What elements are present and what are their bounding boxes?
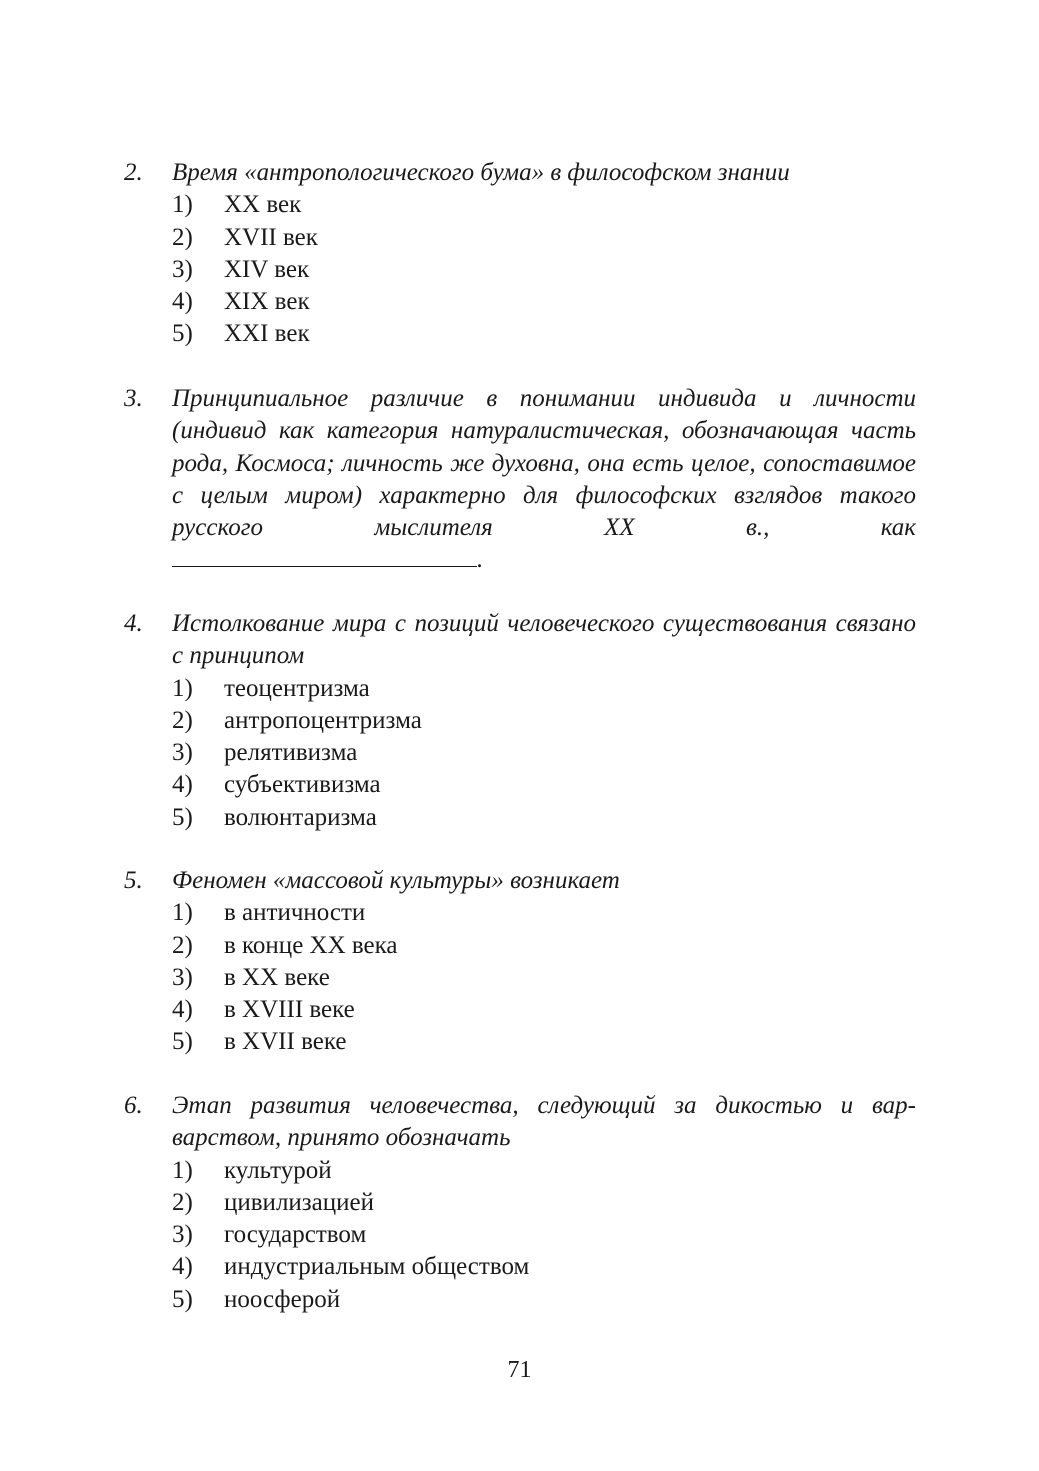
answer-option[interactable] <box>124 318 916 350</box>
answer-option[interactable] <box>124 1155 916 1187</box>
option-text: культурой <box>224 1156 332 1184</box>
option-number: 4) <box>172 1253 193 1281</box>
option-text: XX век <box>224 191 302 219</box>
answer-option[interactable] <box>124 769 916 801</box>
question-text: Феномен «массовой культуры» возникает <box>172 867 620 894</box>
answer-option[interactable] <box>124 1251 916 1283</box>
question-text-line: взглядов такого русского мыслителя XX в., как <box>172 481 916 542</box>
option-text: цивилизацией <box>224 1188 374 1216</box>
question-number: 3. <box>124 385 143 412</box>
answer-option[interactable] <box>124 897 916 929</box>
question-number: 6. <box>124 1092 143 1119</box>
question-2 <box>124 157 916 351</box>
answer-option[interactable] <box>124 1219 916 1251</box>
option-number: 5) <box>172 1285 193 1313</box>
option-text: XIX век <box>224 288 310 316</box>
option-text: субъективизма <box>224 771 381 799</box>
option-number: 4) <box>172 996 193 1024</box>
question-text <box>172 383 916 544</box>
question-6 <box>124 1090 916 1316</box>
answer-option[interactable] <box>124 286 916 318</box>
question-text-line: Этап развития человечества, следующий за дикостью и вар- <box>172 1092 916 1119</box>
option-text: в XVII веке <box>224 1028 347 1056</box>
page-number: 71 <box>507 1357 532 1383</box>
question-number: 2. <box>124 159 143 186</box>
option-text: XXI век <box>224 320 310 348</box>
option-number: 1) <box>172 899 193 927</box>
question-4 <box>124 608 916 834</box>
option-text: в конце XX века <box>224 931 398 959</box>
blank-period: . <box>477 546 484 574</box>
question-text-line: часть рода, Космоса; личность же духовна, она есть целое, <box>172 417 917 477</box>
answer-option[interactable] <box>124 705 916 737</box>
answer-option[interactable] <box>124 673 916 705</box>
option-number: 2) <box>172 706 193 734</box>
answer-blank[interactable] <box>124 544 916 576</box>
question-number: 4. <box>124 610 143 637</box>
option-text: XIV век <box>224 255 310 283</box>
option-text: релятивизма <box>224 739 358 767</box>
question-header <box>124 865 916 897</box>
option-number: 2) <box>172 223 193 251</box>
option-text: антропоцентризма <box>224 706 422 734</box>
option-number: 1) <box>172 674 193 702</box>
answer-option[interactable] <box>124 222 916 254</box>
question-3 <box>124 383 916 577</box>
answer-options <box>124 189 916 350</box>
option-text: XVII век <box>224 223 318 251</box>
question-text-line: Истолкование мира с позиций человеческого существования <box>172 610 828 637</box>
question-header <box>124 608 916 673</box>
option-text: волюнтаризма <box>224 803 377 831</box>
option-text: в XX веке <box>224 963 330 991</box>
option-number: 2) <box>172 931 193 959</box>
question-text-line: сопоставимое с целым миром) характерно для философских <box>172 449 917 509</box>
option-number: 3) <box>172 963 193 991</box>
question-text-line: (индивид как категория натуралистическая, обозначающая <box>172 417 839 445</box>
option-number: 4) <box>172 288 193 316</box>
answer-option[interactable] <box>124 737 916 769</box>
question-text: Время «антропологического бума» в философском знании <box>172 159 790 186</box>
answer-option[interactable] <box>124 994 916 1026</box>
option-text: в XVIII веке <box>224 996 355 1024</box>
question-header <box>124 1090 916 1155</box>
option-text: ноосферой <box>224 1285 341 1313</box>
option-number: 4) <box>172 771 193 799</box>
blank-underline <box>172 544 477 567</box>
option-number: 2) <box>172 1188 193 1216</box>
option-number: 1) <box>172 1156 193 1184</box>
question-text-line: варством, принято обозначать <box>172 1124 511 1152</box>
question-text-line: Принципиальное различие в понимании индивида и личности <box>172 385 916 412</box>
option-number: 5) <box>172 1028 193 1056</box>
question-text-line: связано с принципом <box>172 610 916 670</box>
option-number: 3) <box>172 255 193 283</box>
question-5 <box>124 865 916 1059</box>
question-number: 5. <box>124 867 143 894</box>
answer-options <box>124 673 916 834</box>
option-text: государством <box>224 1221 367 1249</box>
answer-option[interactable] <box>124 189 916 221</box>
option-number: 5) <box>172 803 193 831</box>
option-text: индустриальным обществом <box>224 1253 530 1281</box>
answer-option[interactable] <box>124 930 916 962</box>
option-number: 3) <box>172 739 193 767</box>
option-number: 3) <box>172 1221 193 1249</box>
option-number: 1) <box>172 191 193 219</box>
answer-option[interactable] <box>124 802 916 834</box>
question-header <box>124 383 916 544</box>
answer-option[interactable] <box>124 1187 916 1219</box>
option-text: теоцентризма <box>224 674 370 702</box>
answer-option[interactable] <box>124 962 916 994</box>
answer-options <box>124 897 916 1058</box>
question-text <box>172 608 916 673</box>
option-text: в античности <box>224 899 366 927</box>
question-header <box>124 157 916 189</box>
answer-option[interactable] <box>124 1026 916 1058</box>
answer-option[interactable] <box>124 254 916 286</box>
question-text <box>172 1090 916 1155</box>
option-number: 5) <box>172 320 193 348</box>
answer-option[interactable] <box>124 1284 916 1316</box>
answer-options <box>124 1155 916 1316</box>
